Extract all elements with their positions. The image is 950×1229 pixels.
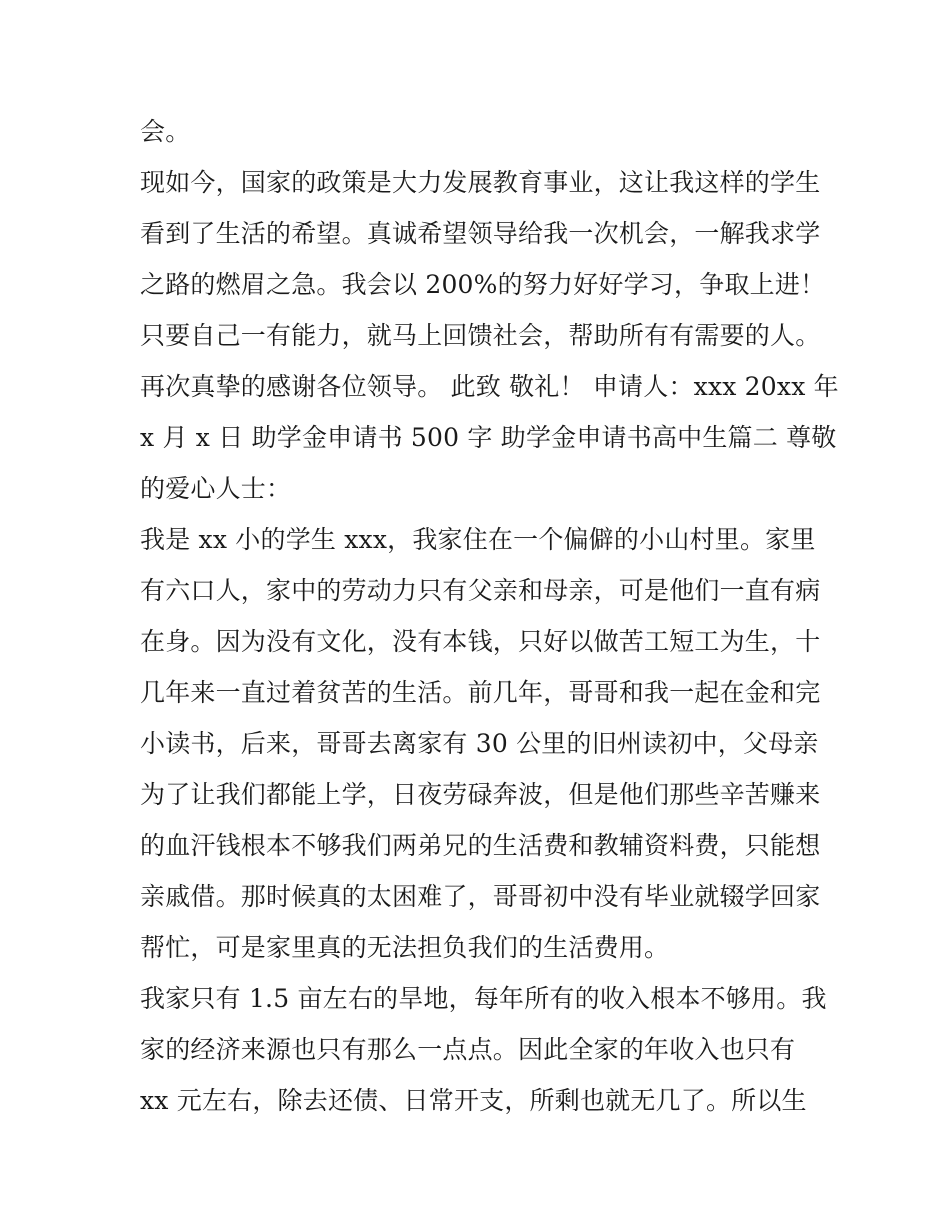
text-line: 会。 (140, 117, 191, 146)
text-line: 小读书，后来，哥哥去离家有 30 公里的旧州读初中，父母亲 (140, 729, 819, 758)
text-line: 为了让我们都能上学，日夜劳碌奔波，但是他们那些辛苦赚来 (140, 780, 821, 809)
text-line: 帮忙，可是家里真的无法担负我们的生活费用。 (140, 933, 670, 962)
text-line: 只要自己一有能力，就马上回馈社会，帮助所有有需要的人。 (140, 321, 821, 350)
text-line: 的爱心人士： (140, 474, 292, 503)
text-line: 几年来一直过着贫苦的生活。前几年，哥哥和我一起在金和完 (140, 678, 821, 707)
text-line: 有六口人，家中的劳动力只有父亲和母亲，可是他们一直有病 (140, 576, 821, 605)
body-text (140, 106, 839, 1126)
text-line: 之路的燃眉之急。我会以 200%的努力好好学习，争取上进！ (140, 270, 826, 299)
text-line: xx 元左右，除去还债、日常开支，所剩也就无几了。所以生 (140, 1086, 807, 1115)
text-line: 的血汗钱根本不够我们两弟兄的生活费和教辅资料费，只能想 (140, 831, 821, 860)
text-line: x 月 x 日 助学金申请书 500 字 助学金申请书高中生篇二 尊敬 (140, 423, 837, 452)
text-line: 我家只有 1.5 亩左右的旱地，每年所有的收入根本不够用。我 (140, 984, 827, 1013)
text-line: 亲戚借。那时候真的太困难了，哥哥初中没有毕业就辍学回家 (140, 882, 821, 911)
text-line: 家的经济来源也只有那么一点点。因此全家的年收入也只有 (140, 1035, 796, 1064)
text-line: 我是 xx 小的学生 xxx，我家住在一个偏僻的小山村里。家里 (140, 525, 816, 554)
text-line: 再次真挚的感谢各位领导。 此致 敬礼！ 申请人：xxx 20xx 年 (140, 372, 839, 401)
text-line: 在身。因为没有文化，没有本钱，只好以做苦工短工为生，十 (140, 627, 821, 656)
text-line: 现如今，国家的政策是大力发展教育事业，这让我这样的学生 (140, 168, 821, 197)
text-line: 看到了生活的希望。真诚希望领导给我一次机会，一解我求学 (140, 219, 821, 248)
